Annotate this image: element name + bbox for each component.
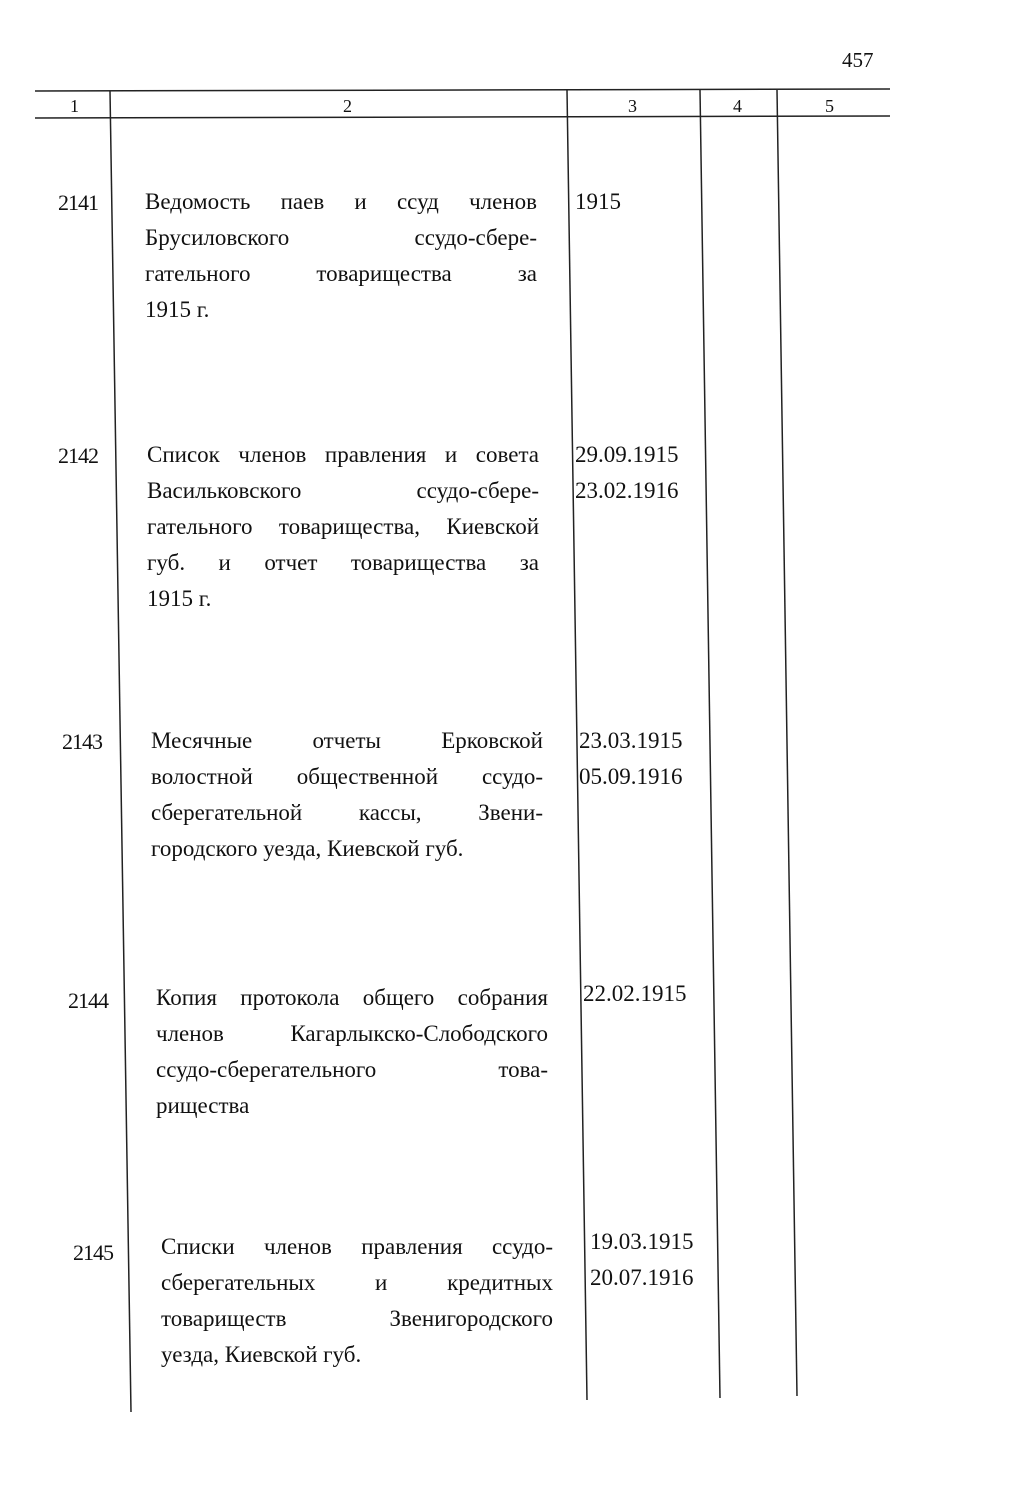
description-line: сберегательной кассы, Звени- <box>151 800 543 825</box>
description-line: товариществ Звенигородского <box>161 1306 553 1331</box>
date: 23.03.1915 <box>579 728 683 753</box>
description-line: Месячные отчеты Ерковской <box>151 728 543 753</box>
description-line: рищества <box>156 1093 250 1118</box>
description-line: сберегательных и кредитных <box>161 1270 553 1295</box>
description-line: гательного товарищества, Киевской <box>147 514 539 539</box>
description-line: Ведомость паев и ссуд членов <box>145 189 537 214</box>
item-number: 2145 <box>73 1240 113 1265</box>
description-line: членов Кагарлыкско-Слободского <box>156 1021 548 1046</box>
item-dates <box>575 184 621 220</box>
description-line: Списки членов правления ссудо- <box>161 1234 553 1259</box>
item-description <box>151 723 543 867</box>
item-dates <box>575 437 679 509</box>
item-number: 2143 <box>62 729 102 754</box>
date: 29.09.1915 <box>575 442 679 467</box>
column-header-2: 2 <box>343 96 352 116</box>
item-number: 2144 <box>68 988 108 1013</box>
item-dates <box>590 1224 694 1296</box>
description-line: 1915 г. <box>145 297 210 322</box>
description-line: волостной общественной ссудо- <box>151 764 543 789</box>
date: 19.03.1915 <box>590 1229 694 1254</box>
item-number: 2141 <box>58 190 98 215</box>
column-header-4: 4 <box>733 96 742 116</box>
description-line: Брусиловского ссудо-сбере- <box>145 225 537 250</box>
description-line: гательного товарищества за <box>145 261 537 286</box>
item-description <box>161 1229 553 1373</box>
page-number: 457 <box>842 48 874 72</box>
item-dates <box>583 976 687 1012</box>
item-description <box>147 437 539 617</box>
item-description <box>145 184 537 328</box>
date: 23.02.1916 <box>575 478 679 503</box>
column-header-1: 1 <box>70 96 79 116</box>
description-line: уезда, Киевской губ. <box>161 1342 362 1367</box>
date: 05.09.1916 <box>579 764 683 789</box>
description-line: Копия протокола общего собрания <box>156 985 548 1010</box>
date: 20.07.1916 <box>590 1265 694 1290</box>
item-number: 2142 <box>58 443 98 468</box>
item-description <box>156 980 548 1124</box>
description-line: Васильковского ссудо-сбере- <box>147 478 539 503</box>
date: 1915 <box>575 189 621 214</box>
item-dates <box>579 723 683 795</box>
description-line: 1915 г. <box>147 586 212 611</box>
description-line: ссудо-сберегательного това- <box>156 1057 548 1082</box>
column-header-5: 5 <box>825 96 834 116</box>
date: 22.02.1915 <box>583 981 687 1006</box>
column-header-3: 3 <box>628 96 637 116</box>
description-line: Список членов правления и совета <box>147 442 539 467</box>
description-line: губ. и отчет товарищества за <box>147 550 539 575</box>
description-line: городского уезда, Киевской губ. <box>151 836 464 861</box>
